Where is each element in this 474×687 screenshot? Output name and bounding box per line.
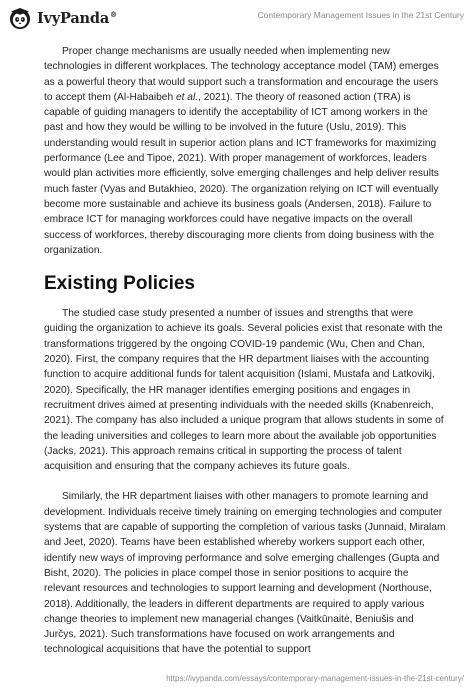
- section-heading-existing-policies: Existing Policies: [44, 273, 195, 295]
- brand-name: IvyPanda®: [37, 9, 117, 27]
- paragraph-policies-2: Similarly, the HR department liaises with other managers to promote learning and development. Individuals receive timely training on emerging technologies and computer systems that are capable of supporting the completion of various tasks (Junnaid, Miralam and Jeet, 2020). Teams have been established whereby workers support each other, identify new ways of improving performance and solve emerging challenges (Gupta and Bisht, 2020). The policies in place compel those in senior positions to acquire the relevant resources and technologies to support learning and development (Northouse, 2018). Additionally, the leaders in different departments are required to apply various change theories to implement new managerial changes (Vaitkūnaitė, Beniušis and Jurčys, 2021). Such transformations have focused on work arrangements and technological acquisitions that have the potential to support: [44, 491, 446, 656]
- paragraph-policies-1: The studied case study presented a number of issues and strengths that were guiding the organization to achieve its goals. Several policies exist that resonate with the transformations triggered by the ongoing COVID-19 pandemic (Wu, Chen and Chan, 2020). First, the company requires that the HR department liaises with the accounting function to acquire additional funds for talent acquisition (Islami, Mustafa and Latkovikj, 2020). Specifically, the HR manager identifies emerging positions and engages in recruitment drives aimed at presenting individuals with the needed skills (Knabenreich, 2021). The company has also included a unique program that allows students in some of the leading universities and colleges to learn more about the available job opportunities (Jacks, 2021). This approach remains critical in supporting the process of talent acquisition and ensuring that the company achieves its future goals.: [44, 308, 444, 473]
- source-url[interactable]: https://ivypanda.com/essays/contemporary-management-issues-in-the-21st-century/: [166, 674, 464, 683]
- paragraph-tam: Proper change mechanisms are usually needed when implementing new technologies in different workplaces. The technology acceptance model (TAM) emerges as a powerful theory that would support such a transformation and encourage the users to accept them (Al-Habaibeh et al., 2021). The theory of reasoned action (TRA) is capable of guiding managers to identify the acceptability of ICT among workers in the past and how they would be willing to be involved in the future (Uslu, 2019). This understanding would result in superior action plans and ICT frameworks for maximizing performance (Lee and Tipoe, 2021). With proper management of workforces, leaders would plan activities more efficiently, solve emerging challenges and help deliver results much faster (Vyas and Butakhieo, 2020). The organization relying on ICT will eventually become more sustainable and achieve its business goals (Andersen, 2018). Failure to embrace ICT for managing workforces could have negative impacts on the overall success of workforces, thereby discouraging more clients from doing business with the organization.: [44, 46, 439, 256]
- essay-content: [44, 44, 446, 658]
- panda-logo-icon: [8, 6, 32, 30]
- document-title: Contemporary Management Issues in the 21st Century: [257, 10, 464, 20]
- ivypanda-logo[interactable]: [8, 6, 117, 30]
- page-header: [0, 0, 474, 34]
